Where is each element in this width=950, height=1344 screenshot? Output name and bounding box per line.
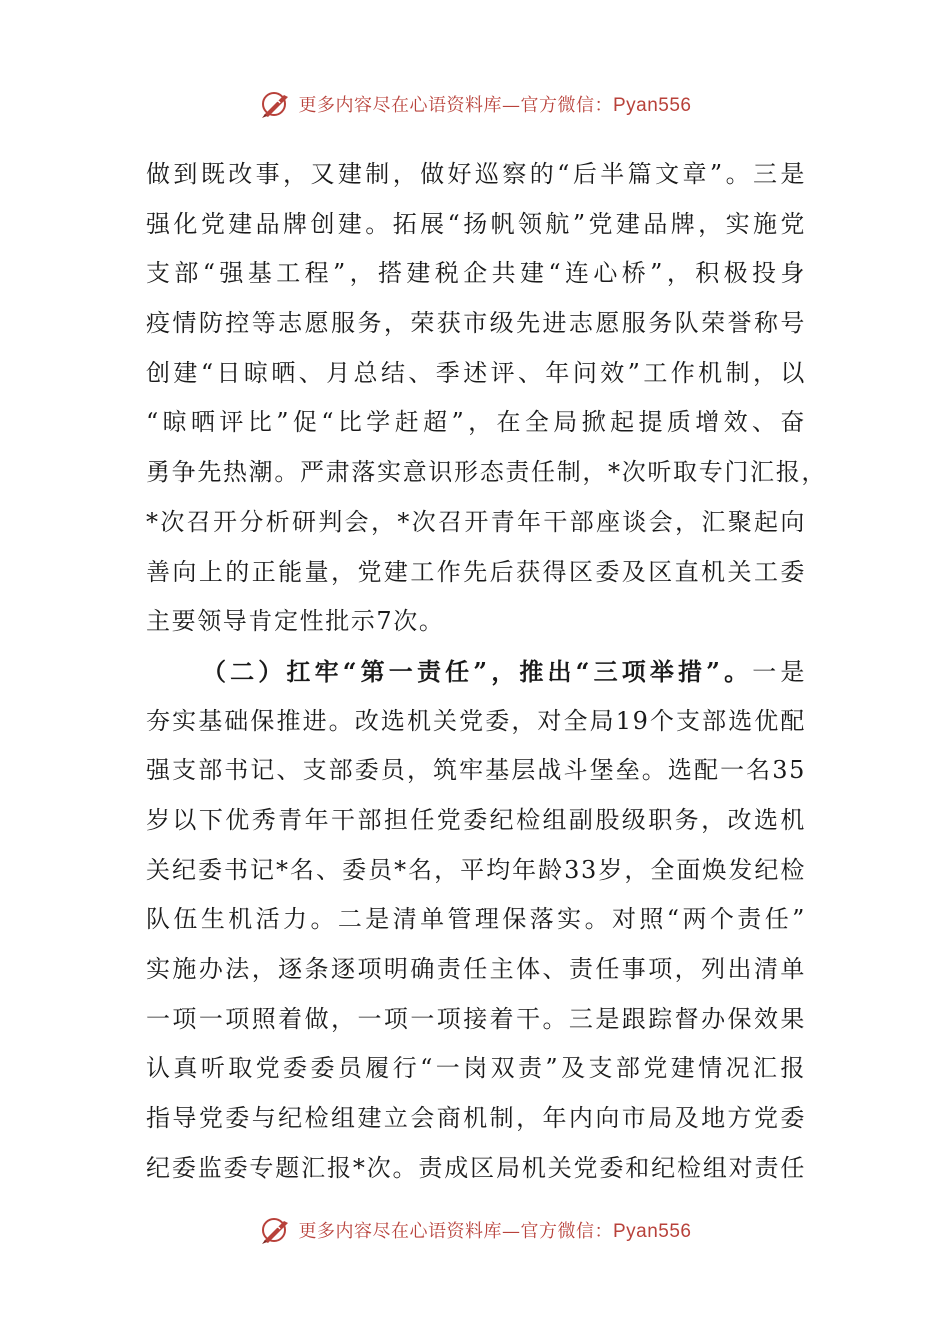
text-line: 疫情防控等志愿服务，荣获市级先进志愿服务队荣誉称号 [146,309,806,338]
text-line: 支部“强基工程”，搭建税企共建“连心桥”，积极投身 [146,259,806,288]
header-watermark [0,86,950,122]
pen-logo-icon [258,87,292,121]
text-line: 实施办法，逐条逐项明确责任主体、责任事项，列出清单 [146,955,806,983]
text-line: 夯实基础保推进。改选机关党委，对全局19个支部选优配 [146,706,806,735]
text-line: 做到既改事，又建制，做好巡察的“后半篇文章”。三是 [146,160,806,188]
section-heading: （二）扛牢“第一责任”，推出“三项举措”。 [202,656,753,686]
section-heading-tail: 一是 [752,657,806,686]
text-line: 善向上的正能量，党建工作先后获得区委及区直机关工委 [146,557,806,586]
watermark-text: 更多内容尽在心语资料库—官方微信：Pyan556 [298,1221,692,1242]
text-line: 指导党委与纪检组建立会商机制，年内向市局及地方党委 [146,1104,806,1133]
text-line: 强化党建品牌创建。拓展“扬帆领航”党建品牌，实施党 [146,209,806,238]
text-line: 认真听取党委委员履行“一岗双责”及支部党建情况汇报 [146,1054,806,1083]
document-body [146,150,826,1193]
text-line: 岁以下优秀青年干部担任党委纪检组副股级职务，改选机 [146,805,806,834]
text-line: *次召开分析研判会，*次召开青年干部座谈会，汇聚起向 [146,507,806,536]
text-line: 主要领导肯定性批示7次。 [146,607,445,636]
text-line: 一项一项照着做，一项一项接着干。三是跟踪督办保效果 [146,1004,806,1033]
text-line: 勇争先热潮。严肃落实意识形态责任制，*次听取专门汇报， [146,458,826,487]
pen-logo-icon [258,1213,292,1247]
text-line: 强支部书记、支部委员，筑牢基层战斗堡垒。选配一名35 [146,756,806,785]
text-line: 队伍生机活力。二是清单管理保落实。对照“两个责任” [146,905,806,934]
text-line: “晾晒评比”促“比学赶超”，在全局掀起提质增效、奋 [146,408,806,437]
footer-watermark [0,1212,950,1248]
section-heading-line [146,647,806,697]
text-line: 关纪委书记*名、委员*名，平均年龄33岁，全面焕发纪检 [146,855,806,884]
text-line: 创建“日晾晒、月总结、季述评、年问效”工作机制，以 [146,358,806,387]
text-line: 纪委监委专题汇报*次。责成区局机关党委和纪检组对责任 [146,1153,806,1182]
watermark-text: 更多内容尽在心语资料库—官方微信：Pyan556 [298,95,692,116]
